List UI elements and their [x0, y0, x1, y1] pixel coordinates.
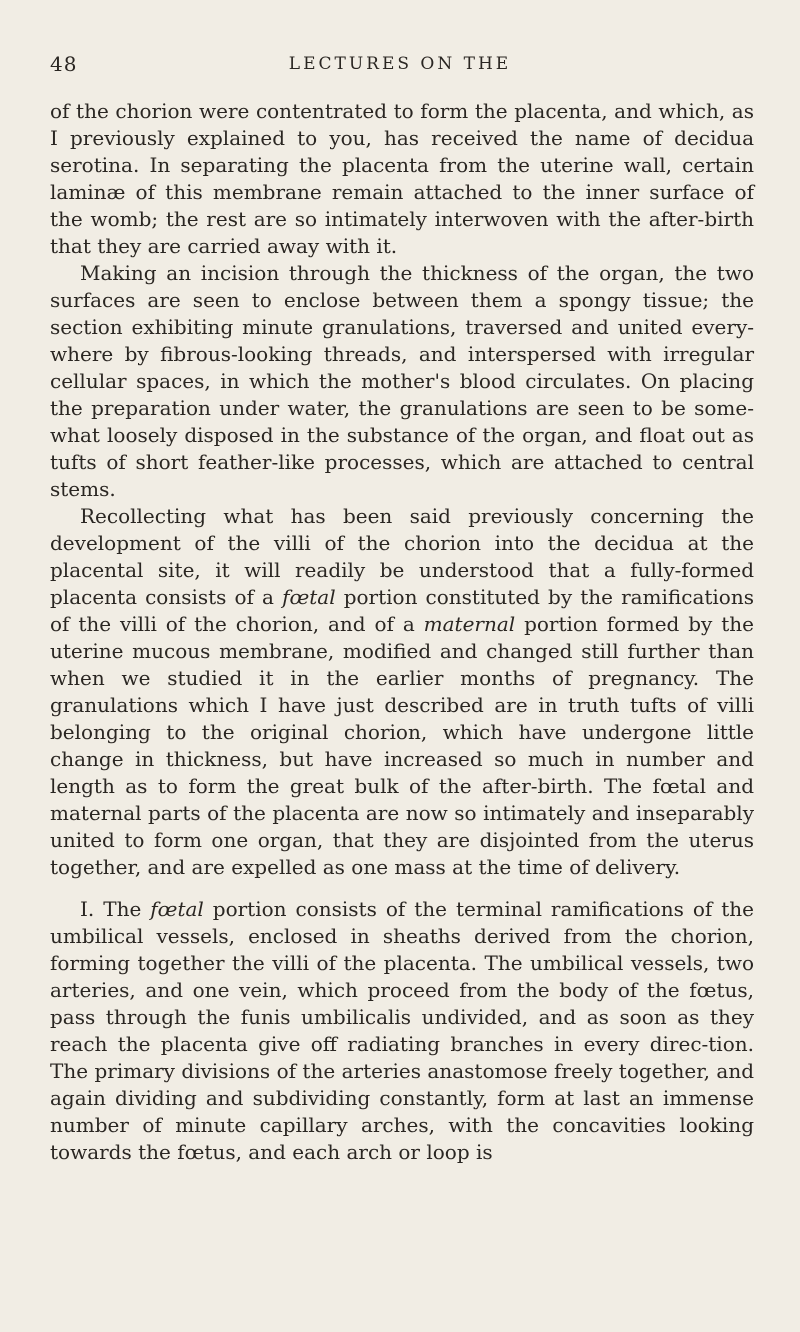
section-paragraph: [50, 896, 754, 1166]
italic-term: maternal: [423, 612, 516, 636]
text-run: I. The: [80, 897, 151, 921]
text-run: of the chorion were contentrated to form the placenta, and which, as I previously explained to you, has received the name of decidua serotina. In separating the placenta from the uterine wall, certain laminæ of this membrane remain attached to the inner surface of the womb; the rest are so intimately interwoven with the after-birth that they are carried away with it.: [50, 99, 754, 258]
italic-term: fœtal: [150, 897, 204, 921]
paragraph: [50, 260, 754, 503]
text-run: portion consists of the terminal ramifications of the umbilical vessels, enclosed in sheaths derived from the chorion, forming together the villi of the placenta. The umbilical vessels, two arteries, and one vein, which proceed from the body of the fœtus, pass through the funis umbilicalis undivided, and as soon as they reach the placenta give off radiating branches in every direc-tion. The primary divisions of the arteries anastomose freely together, and again dividing and subdividing constantly, form at last an immense number of minute capillary arches, with the concavities looking towards the fœtus, and each arch or loop is: [50, 897, 754, 1164]
running-head: LECTURES ON THE: [288, 54, 512, 74]
italic-term: fœtal: [282, 585, 336, 609]
page-header: [0, 52, 800, 82]
page-number: 48: [50, 52, 78, 76]
text-run: Making an incision through the thickness of the organ, the two surfaces are seen to enclose between them a spongy tissue; the section exhibiting minute granulations, traversed and united every-where by fibrous-looking threads, and interspersed with irregular cellular spaces, in which the mother's blood circulates. On placing the preparation under water, the granulations are seen to be some-what loosely disposed in the substance of the organ, and float out as tufts of short feather-like processes, which are attached to central stems.: [50, 261, 754, 501]
text-run: portion formed by the uterine mucous membrane, modified and changed still further than when we studied it in the earlier months of pregnancy. The granulations which I have just described are in truth tufts of villi belonging to the original chorion, which have undergone little change in thickness, but have increased so much in number and length as to form the great bulk of the after-birth. The fœtal and maternal parts of the placenta are now so intimately and inseparably united to form one organ, that they are disjointed from the uterus together, and are expelled as one mass at the time of delivery.: [50, 612, 754, 879]
paragraph: [50, 98, 754, 260]
paragraph: [50, 503, 754, 881]
body-text: [50, 98, 754, 1166]
text-run: portion constituted by the ramifications of the villi of the chorion, and of a: [50, 585, 754, 636]
text-run: Recollecting what has been said previously concerning the development of the villi of the chorion into the decidua at the placental site, it will readily be understood that a fully-formed placenta consists of a: [50, 504, 754, 609]
